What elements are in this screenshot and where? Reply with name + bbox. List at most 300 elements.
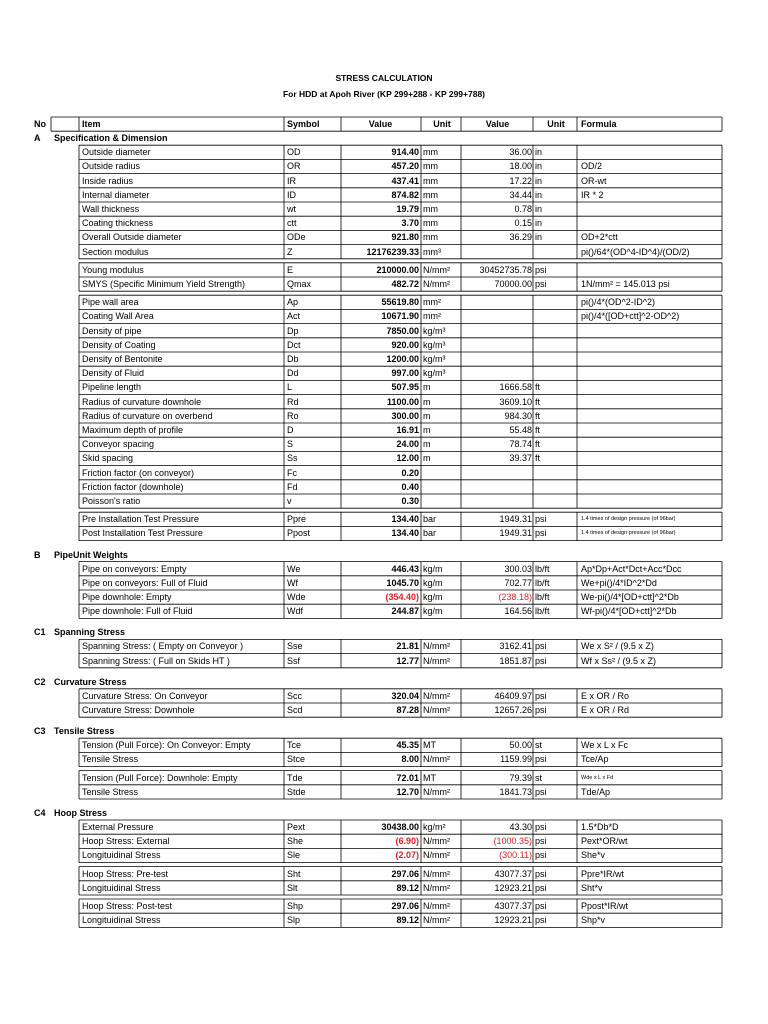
row-value: 297.06 [391, 901, 419, 911]
row-unit-imperial: psi [535, 690, 547, 701]
row-formula [581, 366, 719, 380]
row-unit: mm² [423, 297, 441, 308]
table-row [0, 913, 768, 927]
row-formula: 1N/mm² = 145.013 psi [581, 279, 670, 289]
row-item: Maximum depth of profile [82, 425, 184, 435]
table-row [0, 174, 768, 188]
row-value-imperial [463, 245, 532, 259]
row-value-imperial: 78.74 [509, 439, 532, 450]
row-symbol: Sle [287, 850, 301, 861]
row-value: 0.20 [401, 467, 419, 478]
row-value: 24.00 [396, 439, 419, 450]
row-unit: N/mm² [423, 901, 450, 911]
row-formula: We+pi()/4*ID^2*Dd [581, 577, 657, 588]
row-unit: N/mm² [423, 786, 450, 797]
row-item: Coating Wall Area [82, 311, 154, 322]
row-unit: bar [423, 514, 437, 525]
row-unit-imperial [535, 366, 577, 380]
row-value: 8.00 [401, 754, 419, 765]
row-symbol: Pext [287, 822, 306, 832]
row-symbol: ODe [287, 232, 306, 243]
row-unit: kg/m² [423, 822, 446, 832]
row-symbol: ID [287, 189, 296, 200]
page-title: STRESS CALCULATION [335, 73, 433, 83]
row-symbol: Slt [287, 882, 298, 893]
row-unit-imperial: lb/ft [535, 563, 550, 574]
row-value-imperial: 55.48 [509, 425, 532, 435]
row-unit: m [423, 382, 431, 393]
row-unit-imperial: psi [535, 868, 547, 879]
row-item: Density of Coating [82, 339, 156, 350]
row-unit-imperial: in [535, 232, 543, 243]
section-title: Specification & Dimension [54, 133, 168, 144]
row-value-imperial: 12923.21 [494, 915, 532, 926]
row-unit-imperial [535, 466, 577, 480]
row-formula [581, 466, 719, 480]
table-row [0, 590, 768, 604]
row-value-imperial: 3162.41 [499, 641, 532, 652]
row-value: 3.70 [401, 218, 419, 229]
row-formula: 1.4 times of design pressure (of 96bar) [581, 530, 676, 537]
table-row [0, 324, 768, 338]
row-item: Density of Fluid [82, 368, 145, 379]
row-value-imperial: 1841.73 [499, 786, 532, 797]
row-unit-imperial [535, 338, 577, 352]
row-unit-imperial: st [535, 772, 543, 783]
row-value: 1100.00 [386, 396, 419, 407]
row-symbol: wt [287, 204, 296, 214]
table-row [0, 576, 768, 590]
row-formula: E x OR / Ro [581, 690, 630, 701]
row-symbol: Ss [287, 453, 298, 464]
row-item: Density of pipe [82, 325, 142, 336]
row-unit: N/mm² [423, 690, 450, 701]
row-value-imperial: 1666.58 [499, 382, 532, 393]
section-header [0, 806, 768, 820]
row-unit-imperial [535, 245, 577, 259]
row-unit: mm [423, 232, 438, 243]
row-unit: kg/m [423, 577, 443, 588]
row-unit-imperial [535, 494, 577, 508]
row-unit: N/mm² [423, 850, 450, 861]
row-formula [581, 395, 719, 409]
row-unit [423, 466, 461, 480]
row-value-imperial [463, 466, 532, 480]
table-row [0, 395, 768, 409]
row-formula: OR-wt [581, 175, 607, 186]
row-unit-imperial: psi [535, 850, 547, 861]
row-unit-imperial: psi [535, 836, 547, 847]
row-value-imperial [463, 480, 532, 494]
row-formula: pi()/4*([OD+ctt]^2-OD^2) [581, 311, 680, 322]
table-row [0, 512, 768, 526]
row-unit: N/mm² [423, 754, 450, 765]
row-symbol: Wf [287, 577, 298, 588]
row-value: 87.28 [396, 705, 419, 715]
section-title: PipeUnit Weights [54, 549, 128, 560]
row-unit-imperial: in [535, 189, 543, 200]
page-subtitle: For HDD at Apoh River (KP 299+288 - KP 299+788) [282, 89, 486, 99]
row-value: 914.40 [391, 147, 419, 158]
row-formula: We x S² / (9.5 x Z) [581, 641, 654, 652]
section-header [0, 548, 768, 562]
row-item: Tensile Stress [82, 754, 139, 765]
table-row [0, 466, 768, 480]
row-unit-imperial: psi [535, 514, 547, 525]
row-unit-imperial [535, 309, 577, 323]
row-unit: mm [423, 204, 438, 214]
row-item: Pipe downhole: Empty [82, 592, 172, 602]
table-row [0, 480, 768, 494]
row-unit: m [423, 425, 431, 435]
section-code: C1 [34, 627, 46, 638]
section-title: Hoop Stress [54, 808, 108, 818]
header-formula: Formula [581, 119, 617, 129]
row-value: (6.90) [395, 836, 419, 847]
row-item: Wall thickness [82, 204, 140, 214]
row-unit-imperial: psi [535, 915, 547, 926]
row-formula: Ap*Dp+Act*Dct+Acc*Dcc [581, 563, 682, 574]
row-value-imperial: 0.78 [514, 204, 532, 214]
row-formula: 1.4 times of design pressure (of 96bar) [581, 516, 676, 523]
row-value-imperial: 30452735.78 [479, 264, 532, 275]
row-value-imperial: 36.00 [509, 147, 532, 158]
row-value: 244.87 [391, 606, 419, 617]
row-item: Skid spacing [82, 453, 134, 464]
row-unit: mm³ [423, 246, 441, 257]
row-unit-imperial [535, 295, 577, 309]
table-row [0, 848, 768, 862]
row-formula [581, 145, 719, 159]
row-symbol: Fd [287, 481, 298, 492]
header-value: Value [368, 119, 393, 129]
row-item: Hoop Stress: External [82, 836, 170, 847]
row-unit-imperial: in [535, 161, 543, 172]
row-unit: mm² [423, 311, 441, 322]
row-value-imperial: 36.29 [509, 232, 532, 243]
row-unit: mm [423, 175, 438, 186]
row-value: 55619.80 [381, 297, 419, 308]
row-formula: pi()/4*(OD^2-ID^2) [581, 297, 655, 308]
table-row [0, 159, 768, 173]
table-row [0, 820, 768, 834]
row-unit: m [423, 439, 431, 450]
section-header [0, 131, 768, 145]
table-row [0, 654, 768, 668]
row-value-imperial: 164.56 [504, 606, 532, 617]
row-unit-imperial: lb/ft [535, 592, 550, 602]
row-formula [581, 380, 719, 394]
row-symbol: Dd [287, 368, 299, 379]
row-symbol: v [287, 496, 292, 506]
row-item: Overall Outside diameter [82, 232, 182, 243]
table-row [0, 216, 768, 230]
row-symbol: Ppre [287, 514, 307, 525]
row-value: 1200.00 [386, 354, 419, 364]
row-item: Conveyor spacing [82, 439, 155, 450]
row-value-imperial: (238.18) [498, 592, 532, 602]
table-row [0, 352, 768, 366]
row-unit: kg/m³ [423, 325, 446, 336]
row-item: Friction factor (on conveyor) [82, 467, 195, 478]
row-value: 920.00 [391, 339, 419, 350]
header-item: Item [82, 119, 101, 129]
section-header [0, 675, 768, 689]
row-formula [581, 352, 719, 366]
row-unit-imperial [535, 480, 577, 494]
row-unit-imperial: psi [535, 754, 547, 765]
row-unit-imperial: psi [535, 822, 547, 832]
row-value: 134.40 [391, 528, 419, 539]
row-item: Pipe wall area [82, 297, 139, 308]
row-item: Pipe on conveyors: Full of Fluid [82, 577, 208, 588]
row-value-imperial: 3609.10 [499, 396, 532, 407]
row-formula [581, 451, 719, 465]
row-item: Section modulus [82, 246, 149, 257]
row-formula: Sht*v [581, 882, 603, 893]
row-item: Density of Bentonite [82, 354, 163, 364]
row-unit-imperial: psi [535, 655, 547, 666]
row-item: Friction factor (downhole) [82, 481, 184, 492]
row-formula: Tde/Ap [581, 786, 611, 797]
section-header [0, 724, 768, 738]
row-formula [581, 263, 719, 277]
table-row [0, 338, 768, 352]
table-row [0, 738, 768, 752]
row-value-imperial [463, 366, 532, 380]
row-value-imperial: 0.15 [514, 218, 532, 229]
row-value: 297.06 [391, 868, 419, 879]
table-row [0, 785, 768, 799]
row-item: Inside radius [82, 175, 134, 186]
table-row [0, 202, 768, 216]
row-item: SMYS (Specific Minimum Yield Strength) [82, 279, 246, 289]
row-value-imperial: 17.22 [509, 175, 532, 186]
row-formula: IR * 2 [581, 189, 604, 200]
row-formula [581, 494, 719, 508]
row-value: 19.79 [396, 204, 419, 214]
row-unit-imperial: ft [535, 382, 541, 393]
row-item: Post Installation Test Pressure [82, 528, 203, 539]
row-item: Hoop Stress: Pre-test [82, 868, 169, 879]
row-value-imperial [463, 309, 532, 323]
row-value-imperial [463, 295, 532, 309]
row-unit: N/mm² [423, 641, 450, 652]
row-value-imperial: 46409.97 [494, 690, 532, 701]
row-unit: mm [423, 161, 438, 172]
row-unit-imperial: lb/ft [535, 577, 550, 588]
row-value: 446.43 [391, 563, 419, 574]
row-formula: Wf x Ss² / (9.5 x Z) [581, 655, 657, 666]
row-value: 482.72 [391, 279, 419, 289]
row-value-imperial: 1949.31 [499, 528, 532, 539]
row-formula: Ppost*IR/wt [581, 901, 629, 911]
row-formula [581, 202, 719, 216]
row-value: 320.04 [391, 690, 419, 701]
table-row [0, 494, 768, 508]
row-unit-imperial: ft [535, 410, 541, 421]
row-formula: Wde x L x Fd [581, 774, 614, 781]
row-item: Curvature Stress: Downhole [82, 705, 195, 715]
row-unit-imperial: ft [535, 396, 541, 407]
row-item: Pipe on conveyors: Empty [82, 563, 187, 574]
row-formula: pi()/64*(OD^4-ID^4)/(OD/2) [581, 246, 690, 257]
row-formula [581, 216, 719, 230]
header-unit-imperial: Unit [547, 119, 565, 129]
row-value: 45.35 [396, 740, 419, 751]
row-unit: N/mm² [423, 264, 450, 275]
row-formula: Wf-pi()/4*[OD+ctt]^2*Db [581, 606, 677, 617]
row-value: 89.12 [396, 915, 419, 926]
row-value-imperial: 300.03 [504, 563, 532, 574]
row-unit: kg/m [423, 606, 443, 617]
row-formula: Pext*OR/wt [581, 836, 628, 847]
row-unit-imperial [535, 352, 577, 366]
row-symbol: Tde [287, 772, 303, 783]
row-value-imperial: 1949.31 [499, 514, 532, 525]
row-item: Hoop Stress: Post-test [82, 901, 173, 911]
row-unit-imperial [535, 324, 577, 338]
row-unit-imperial: in [535, 175, 543, 186]
table-row [0, 689, 768, 703]
header-value-imperial: Value [485, 119, 510, 129]
row-value-imperial: 43077.37 [494, 901, 532, 911]
row-unit-imperial: psi [535, 705, 547, 715]
row-unit-imperial: psi [535, 641, 547, 652]
row-value-imperial: 12923.21 [494, 882, 532, 893]
row-value: 210000.00 [376, 264, 419, 275]
table-header-row [0, 117, 768, 131]
row-value: 134.40 [391, 514, 419, 525]
row-unit: kg/m [423, 592, 443, 602]
row-unit-imperial: psi [535, 882, 547, 893]
row-unit-imperial: psi [535, 279, 547, 289]
row-symbol: Stde [287, 786, 306, 797]
row-unit: N/mm² [423, 882, 450, 893]
row-unit: m [423, 410, 431, 421]
row-value: 7850.00 [386, 325, 419, 336]
table-row [0, 145, 768, 159]
row-value-imperial: 18.00 [509, 161, 532, 172]
row-value-imperial [463, 324, 532, 338]
table-row [0, 188, 768, 202]
row-unit [423, 480, 461, 494]
section-title: Spanning Stress [54, 627, 126, 638]
row-value: 1045.70 [386, 577, 419, 588]
row-symbol: Dp [287, 325, 299, 336]
row-symbol: Ro [287, 410, 299, 421]
table-row [0, 423, 768, 437]
row-value-imperial: (1000.35) [493, 836, 532, 847]
section-code: C3 [34, 726, 46, 737]
row-symbol: S [287, 439, 294, 450]
row-value: 72.01 [396, 772, 419, 783]
row-value-imperial: 702.77 [504, 577, 532, 588]
row-symbol: Stce [287, 754, 306, 765]
row-formula: OD+2*ctt [581, 232, 618, 243]
row-unit: m [423, 396, 431, 407]
row-item: Longituidinal Stress [82, 915, 161, 926]
row-value-imperial [463, 494, 532, 508]
table-row [0, 366, 768, 380]
row-value-imperial: (300.11) [499, 850, 532, 861]
table-row [0, 703, 768, 717]
row-symbol: Shp [287, 901, 304, 911]
row-unit: m [423, 453, 431, 464]
table-row [0, 867, 768, 881]
row-formula: We x L x Fc [581, 740, 629, 751]
row-symbol: E [287, 264, 294, 275]
row-symbol: D [287, 425, 294, 435]
header-symbol: Symbol [287, 119, 320, 129]
row-symbol: OR [287, 161, 301, 172]
row-unit-imperial: psi [535, 901, 547, 911]
row-formula: OD/2 [581, 161, 603, 172]
row-item: Pipeline length [82, 382, 142, 393]
row-item: Outside diameter [82, 147, 151, 158]
row-unit-imperial: ft [535, 425, 541, 435]
row-symbol: L [287, 382, 293, 393]
row-formula: Shp*v [581, 915, 606, 926]
table-row [0, 263, 768, 277]
row-symbol: Slp [287, 915, 301, 926]
row-value: 12.77 [396, 655, 419, 666]
row-formula [581, 437, 719, 451]
row-symbol: Wdf [287, 606, 304, 617]
row-item: Pipe downhole: Full of Fluid [82, 606, 193, 617]
section-code: A [34, 133, 41, 144]
table-row [0, 245, 768, 259]
row-value-imperial [463, 338, 532, 352]
row-value: 21.81 [396, 641, 419, 652]
section-header [0, 625, 768, 639]
row-value-imperial: 43077.37 [494, 868, 532, 879]
row-symbol: We [287, 563, 301, 574]
row-unit: N/mm² [423, 279, 450, 289]
row-unit: N/mm² [423, 836, 450, 847]
row-symbol: Sht [287, 868, 301, 879]
row-item: Tensile Stress [82, 786, 139, 797]
row-value-imperial: 70000.00 [494, 279, 532, 289]
row-unit-imperial: psi [535, 528, 547, 539]
row-symbol: OD [287, 147, 301, 158]
row-item: Young modulus [82, 264, 144, 275]
table-row [0, 277, 768, 291]
row-symbol: Dct [287, 339, 301, 350]
header-unit: Unit [433, 119, 451, 129]
row-item: Tension (Pull Force): Downhole: Empty [82, 772, 238, 783]
row-symbol: ctt [287, 218, 297, 229]
row-formula [581, 324, 719, 338]
row-item: Outside radius [82, 161, 141, 172]
table-row [0, 562, 768, 576]
row-value-imperial: 984.30 [504, 410, 532, 421]
row-symbol: Scc [287, 690, 303, 701]
header-no: No [34, 119, 46, 129]
row-symbol: Ap [287, 297, 299, 308]
row-value: 507.95 [391, 382, 419, 393]
row-item: Poisson's ratio [82, 496, 141, 506]
row-formula: Tce/Ap [581, 754, 609, 765]
table-row [0, 526, 768, 540]
row-item: External Pressure [82, 822, 154, 832]
row-unit: N/mm² [423, 868, 450, 879]
row-item: Pre Installation Test Pressure [82, 514, 199, 525]
row-value: 0.40 [401, 481, 419, 492]
row-formula: 1.5*Db*D [581, 822, 619, 832]
row-unit: N/mm² [423, 705, 450, 715]
row-symbol: Ssf [287, 655, 301, 666]
